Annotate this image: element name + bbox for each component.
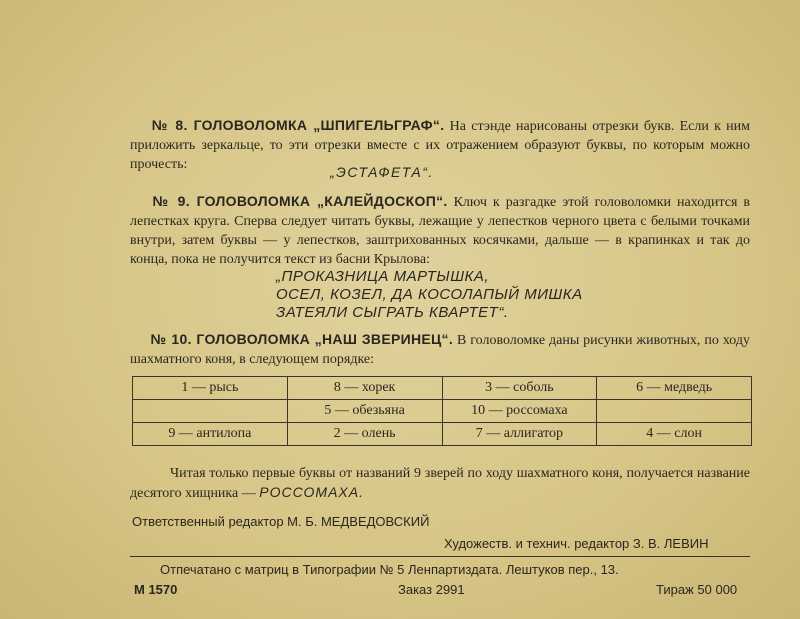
krylov-quote: [276, 268, 583, 322]
conclusion-answer: РОССОМАХА.: [259, 484, 364, 500]
puzzle-8-text: На стэнде нарисованы отрезки букв. Если к ним приложить зеркальце, то эти отрезки вместе с их отражением образуют буквы, по которым можно прочесть:: [130, 119, 751, 172]
table-cell: 2 — олень: [287, 423, 442, 446]
puzzle-9-text: Ключ к разгадке этой головоломки находится в лепестках круга. Сперва следует читать буквы, лежащие у лепестков черного цвета с белыми точками внутри, затем буквы — у лепестков, заштрихованных косячками, дальше — в крапинках и так до конца, пока не получится текст из басни Крылова:: [130, 195, 751, 267]
table-row: [133, 400, 752, 423]
conclusion-text: Читая только первые буквы от названий 9 зверей по ходу шахматного коня, получается название десятого хищника —: [130, 466, 750, 501]
table-cell: 1 — рысь: [133, 377, 288, 400]
table-cell: 4 — слон: [597, 423, 752, 446]
quote-line-3: ЗАТЕЯЛИ СЫГРАТЬ КВАРТЕТ“.: [276, 304, 509, 321]
print-run: Тираж 50 000: [656, 582, 738, 597]
printing-info: Отпечатано с матриц в Типографии № 5 Ленпартиздата. Лештуков пер., 13.: [160, 562, 619, 577]
table-cell: 6 — медведь: [597, 377, 752, 400]
table-cell: [133, 400, 288, 423]
puzzle-9-title: № 9. ГОЛОВОЛОМКА „КАЛЕЙДОСКОП“.: [150, 193, 448, 209]
table-row: [133, 423, 752, 446]
table-cell: 8 — хорек: [287, 377, 442, 400]
table-cell: 9 — антилопа: [133, 423, 288, 446]
table-cell: [597, 400, 752, 423]
table-row: [133, 377, 752, 400]
puzzle-9-paragraph: [130, 192, 750, 269]
puzzle-10-paragraph: [130, 330, 750, 369]
footer-divider: [130, 556, 750, 557]
puzzle-8-title: № 8. ГОЛОВОЛОМКА „ШПИГЕЛЬГРАФ“.: [150, 117, 445, 133]
order-number: Заказ 2991: [398, 582, 465, 597]
quote-line-1: „ПРОКАЗНИЦА МАРТЫШКА,: [276, 268, 490, 285]
technical-editor: Художеств. и технич. редактор З. В. ЛЕВИН: [444, 536, 709, 551]
puzzle-8-answer: „ЭСТАФЕТА“.: [330, 164, 434, 180]
animal-table: [132, 376, 752, 446]
table-cell: 3 — соболь: [442, 377, 597, 400]
quote-line-2: ОСЕЛ, КОЗЕЛ, ДА КОСОЛАПЫЙ МИШКА: [276, 286, 583, 303]
puzzle-10-text: В головоломке даны рисунки животных, по ходу шахматного коня, в следующем порядке:: [130, 333, 751, 367]
puzzle-10-conclusion: [130, 464, 750, 503]
catalog-code: М 1570: [134, 582, 178, 597]
puzzle-8-paragraph: [130, 116, 750, 174]
responsible-editor: Ответственный редактор М. Б. МЕДВЕДОВСКИЙ: [132, 514, 430, 529]
table-cell: 10 — россомаха: [442, 400, 597, 423]
puzzle-10-title: № 10. ГОЛОВОЛОМКА „НАШ ЗВЕРИНЕЦ“.: [150, 331, 454, 347]
table-cell: 7 — аллигатор: [442, 423, 597, 446]
table-cell: 5 — обезьяна: [287, 400, 442, 423]
